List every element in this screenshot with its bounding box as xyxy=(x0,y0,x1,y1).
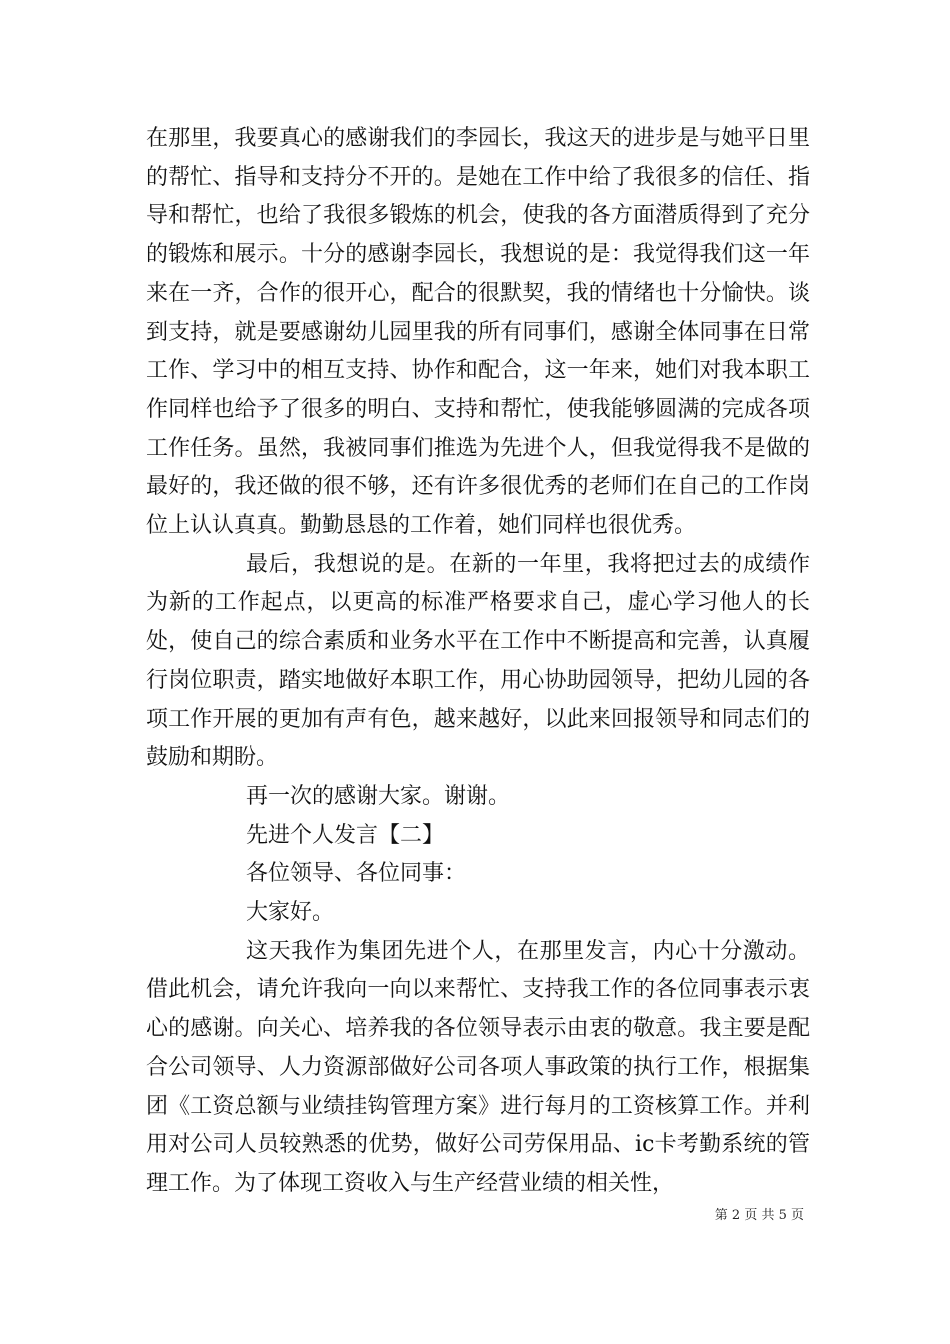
greeting: 大家好。 xyxy=(246,900,335,926)
page-number-footer: 第 2 页 共 5 页 xyxy=(714,1208,804,1223)
paragraph-closing-remarks: 最后，我想说的是。在新的一年里，我将把过去的成绩作为新的工作起点，以更高的标准严格要求自己，虚心学习他人的长处，使自己的综合素质和业务水平在工作中不断提高和完善，认真履行岗位职责，踏实地做好本职工作，用心协助园领导，把幼儿园的各项工作开展的更加有声有色，越来越好，以此来回报领导和同志们的鼓励和期盼。 xyxy=(146,551,810,771)
paragraph-thanks-again: 再一次的感谢大家。谢谢。 xyxy=(246,783,511,809)
salutation: 各位领导、各位同事： xyxy=(246,861,467,887)
section-heading: 先进个人发言【二】 xyxy=(246,822,445,848)
document-body xyxy=(146,120,810,1204)
paragraph-speech-body: 这天我作为集团先进个人，在那里发言，内心十分激动。借此机会，请允许我向一向以来帮忙、支持我工作的各位同事表示衷心的感谢。向关心、培养我的各位领导表示由衷的敬意。我主要是配合公司领导、人力资源部做好公司各项人事政策的执行工作，根据集团《工资总额与业绩挂钩管理方案》进行每月的工资核算工作。并利用对公司人员较熟悉的优势，做好公司劳保用品、ic卡考勤系统的管理工作。为了体现工资收入与生产经营业绩的相关性， xyxy=(146,938,810,1196)
paragraph-thanks-director: 在那里，我要真心的感谢我们的李园长，我这天的进步是与她平日里的帮忙、指导和支持分不开的。是她在工作中给了我很多的信任、指导和帮忙，也给了我很多锻炼的机会，使我的各方面潜质得到了充分的锻炼和展示。十分的感谢李园长，我想说的是：我觉得我们这一年来在一齐，合作的很开心，配合的很默契，我的情绪也十分愉快。谈到支持，就是要感谢幼儿园里我的所有同事们，感谢全体同事在日常工作、学习中的相互支持、协作和配合，这一年来，她们对我本职工作同样也给予了很多的明白、支持和帮忙，使我能够圆满的完成各项工作任务。虽然，我被同事们推选为先进个人，但我觉得我不是做的最好的，我还做的很不够，还有许多很优秀的老师们在自己的工作岗位上认认真真。勤勤恳恳的工作着，她们同样也很优秀。 xyxy=(146,126,810,539)
